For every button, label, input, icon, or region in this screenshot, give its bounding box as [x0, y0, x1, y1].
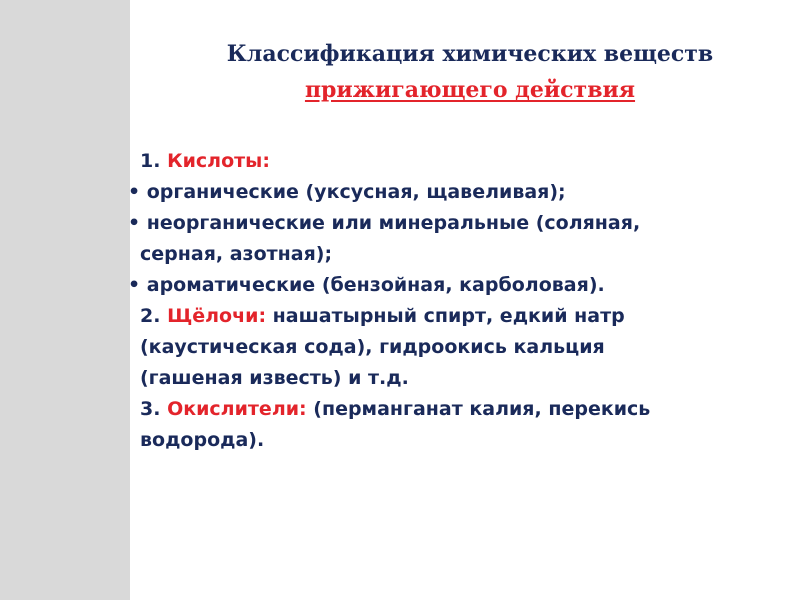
alkalis-text-2: (каустическая сода), гидроокись кальция: [140, 336, 605, 358]
oxidizers-text-2: водорода).: [140, 429, 265, 451]
list-item-inorganic-cont: серная, азотная);: [140, 243, 333, 265]
slide-title: [150, 36, 790, 108]
side-bar: [0, 0, 130, 600]
list-item-organic: • органические (уксусная, щавеливая);: [128, 181, 566, 203]
oxidizers-text-1: (перманганат калия, перекись: [306, 398, 651, 420]
alkalis-text-1: нашатырный спирт, едкий натр: [266, 305, 625, 327]
alkalis-row: [128, 301, 768, 332]
acids-heading: Кислоты:: [167, 150, 270, 172]
alkalis-heading: Щёлочи:: [167, 305, 267, 327]
oxidizers-heading: Окислители:: [167, 398, 307, 420]
title-line-1: Классификация химических веществ: [226, 41, 714, 67]
classification-list: [128, 146, 768, 456]
oxidizers-row: [128, 394, 768, 425]
alkalis-text-3: (гашеная известь) и т.д.: [140, 367, 409, 389]
list-item-aromatic: • ароматические (бензойная, карболовая).: [128, 274, 605, 296]
alkalis-number: 2.: [140, 305, 168, 327]
acids-number: 1.: [140, 150, 168, 172]
list-item-inorganic: • неорганические или минеральные (соляная,: [128, 212, 641, 234]
oxidizers-number: 3.: [140, 398, 168, 420]
acids-heading-row: [128, 146, 768, 177]
title-line-2: прижигающего действия: [304, 77, 636, 103]
